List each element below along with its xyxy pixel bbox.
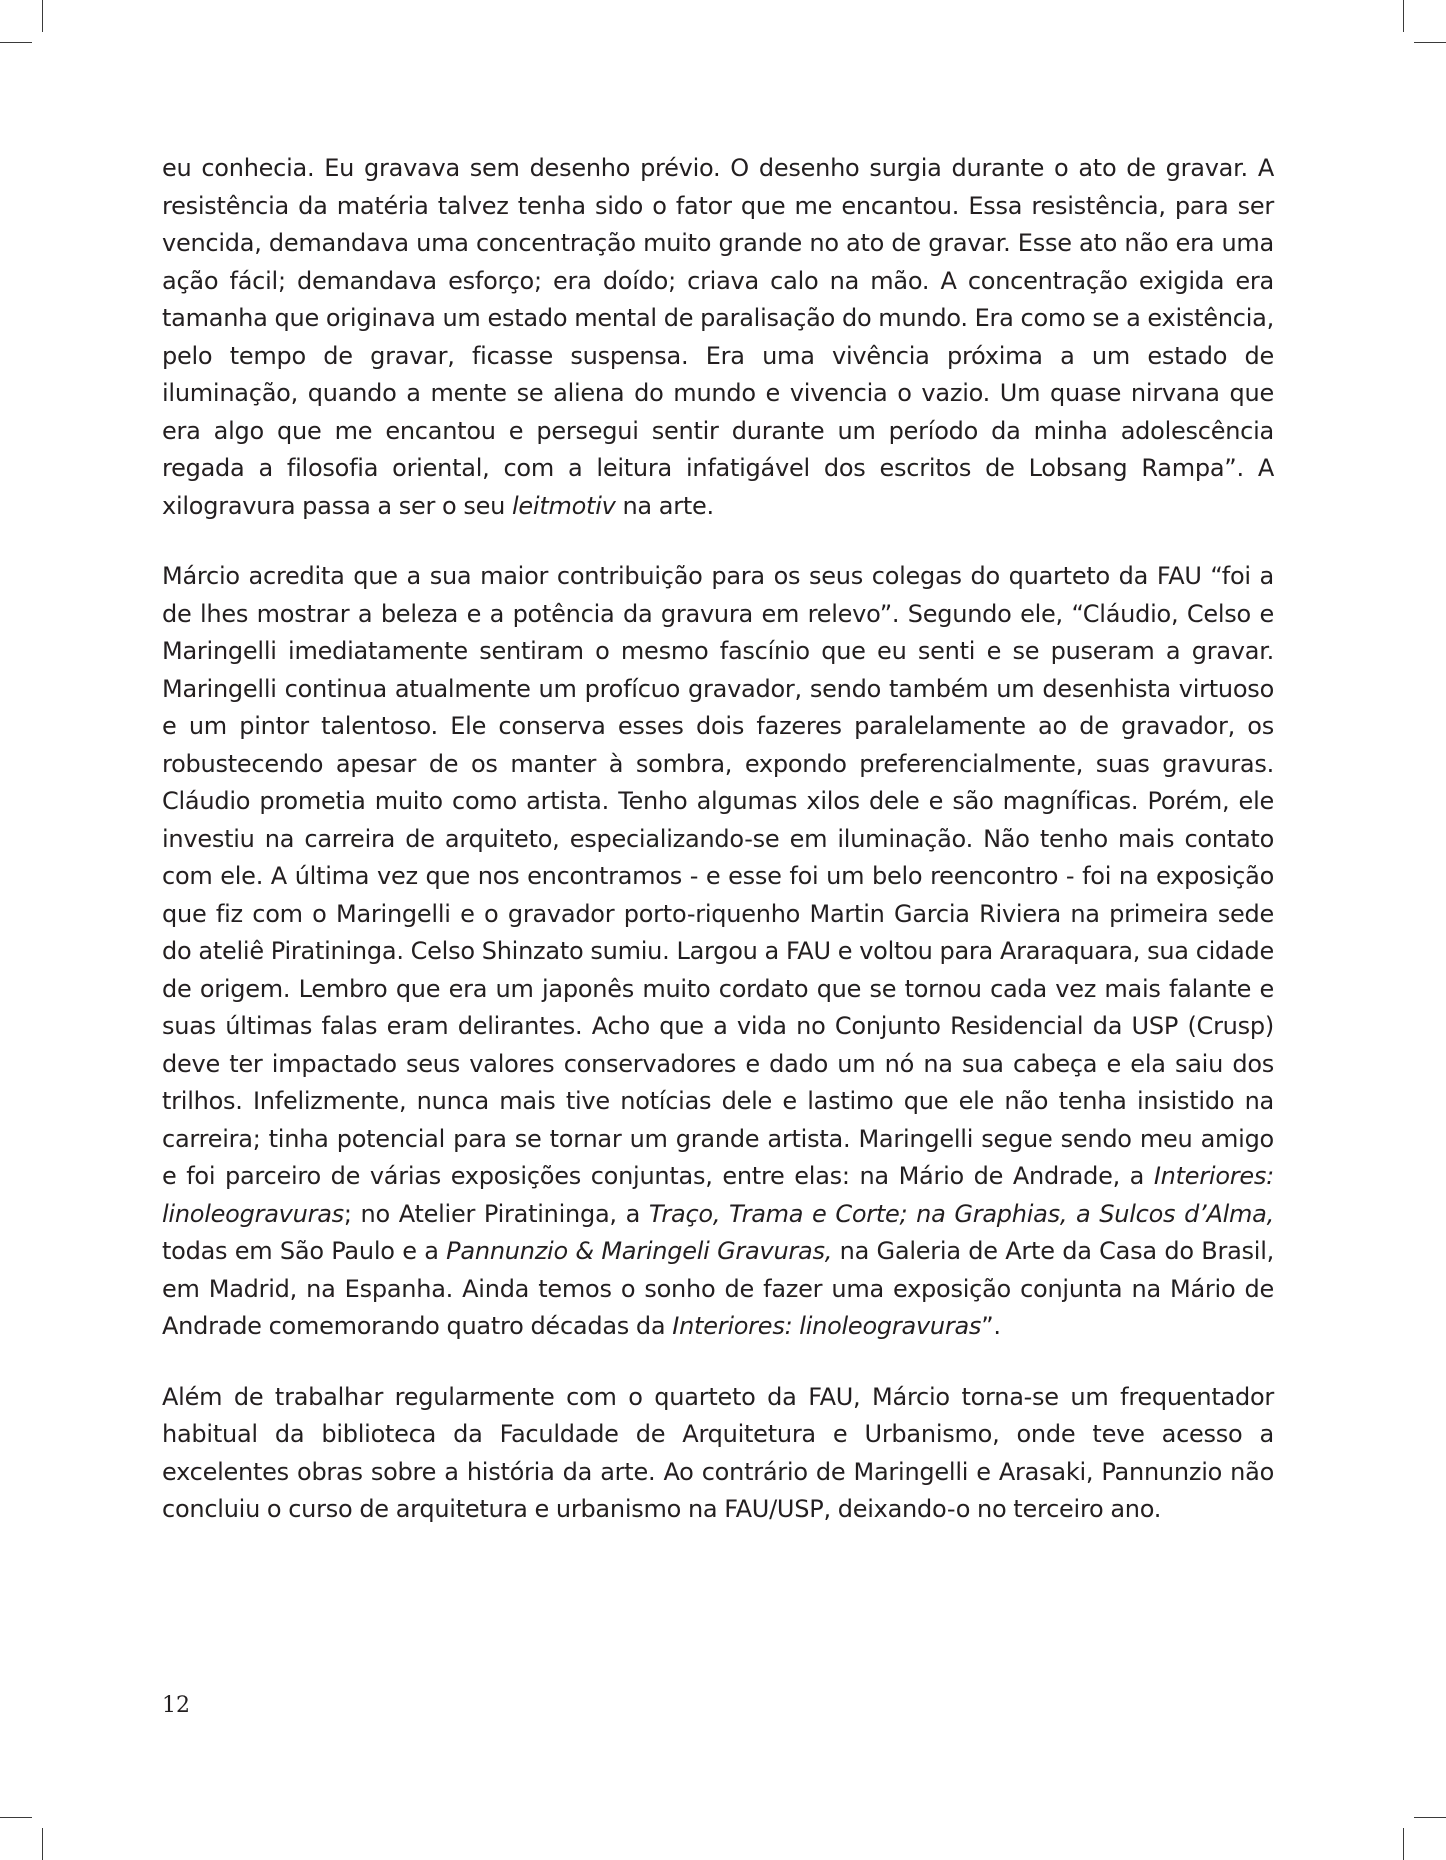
italic-text-segment: leitmotiv xyxy=(511,491,616,520)
text-segment: ; no Atelier Piratininga, a xyxy=(343,1199,649,1228)
crop-mark-bottom-right-horizontal xyxy=(1414,1817,1446,1818)
crop-mark-bottom-left-vertical xyxy=(42,1828,43,1860)
text-segment: todas em São Paulo e a xyxy=(162,1237,447,1265)
crop-mark-top-right-horizontal xyxy=(1414,42,1446,43)
italic-text-segment: Interiores: linoleogravuras xyxy=(162,1162,1274,1228)
text-segment: ”. xyxy=(981,1312,1001,1340)
text-segment: eu conhecia. Eu gravava sem desenho prévio. O desenho surgia durante o ato de gravar. A resistência da matéria talvez tenha sido o fator que me encantou. Essa resistência, para ser vencida, demandava uma concentração muito grande no ato de gravar. Esse ato não era uma ação fácil; demandava esforço; era doído; criava calo na mão. A concentração exigida era tamanha que originava um estado mental de paralisação do mundo. Era como se a existência, pelo tempo de gravar, ficasse suspensa. Era uma vivência próxima a um estado de iluminação, quando a mente se aliena do mundo e vivencia o vazio. Um quase nirvana que era algo que me encantou e persegui sentir durante um período da minha adolescência regada a filosofia oriental, com a leitura infatigável dos escritos de Lobsang Rampa”. A xilogravura passa a ser o seu xyxy=(162,154,1274,520)
italic-text-segment: Interiores: linoleogravuras xyxy=(672,1312,982,1340)
italic-text-segment: Pannunzio & Maringeli Gravuras, xyxy=(446,1237,833,1265)
crop-mark-bottom-left-horizontal xyxy=(0,1817,32,1818)
crop-mark-bottom-right-vertical xyxy=(1403,1828,1404,1860)
text-segment: na arte. xyxy=(615,491,714,520)
text-segment: Márcio acredita que a sua maior contribuição para os seus colegas do quarteto da FAU “foi a de lhes mostrar a beleza e a potência da gravura em relevo”. Segundo ele, “Cláudio, Celso e Maringelli imediatamente sentiram o mesmo fascínio que eu senti e se puseram a gravar. Maringelli continua atualmente um profícuo gravador, sendo também um desenhista virtuoso e um pintor talentoso. Ele conserva esses dois fazeres paralelamente ao de gravador, os robustecendo apesar de os manter à sombra, expondo preferencialmente, suas gravuras. Cláudio prometia muito como artista. Tenho algumas xilos dele e são magníficas. Porém, ele investiu na carreira de arquiteto, especializando-se em iluminação. Não tenho mais contato com ele. A última vez que nos encontramos - e esse foi um belo reencontro - foi na exposição que fiz com o Maringelli e o gravador porto-riquenho Martin Garcia Riviera na primeira sede do ateliê Piratininga. Celso Shinzato sumiu. Largou a FAU e voltou para Araraquara, sua cidade de origem. Lembro que era um japonês muito cordato que se tornou cada vez mais falante e suas últimas falas eram delirantes. Acho que a vida no Conjunto Residencial da USP (Crusp) deve ter impactado seus valores conservadores e dado um nó na sua cabeça e ela saiu dos trilhos. Infelizmente, nunca mais tive notícias dele e lastimo que ele não tenha insistido na carreira; tinha potencial para se tornar um grande artista. Maringelli segue sendo meu amigo e foi parceiro de várias exposições conjuntas, entre elas: na Mário de Andrade, a xyxy=(162,562,1274,1190)
paragraph xyxy=(162,558,1274,1346)
paragraph xyxy=(162,150,1274,525)
body-text xyxy=(162,150,1274,1562)
crop-mark-top-right-vertical xyxy=(1403,0,1404,32)
crop-mark-top-left-vertical xyxy=(42,0,43,32)
text-segment: na Galeria de Arte da Casa do Brasil, em Madrid, na Espanha. Ainda temos o sonho de fazer uma exposição conjunta na Mário de Andrade comemorando quatro décadas da xyxy=(162,1237,1275,1340)
paragraph xyxy=(162,1379,1274,1529)
text-segment: Além de trabalhar regularmente com o quarteto da FAU, Márcio torna-se um frequentador habitual da biblioteca da Faculdade de Arquitetura e Urbanismo, onde teve acesso a excelentes obras sobre a história da arte. Ao contrário de Maringelli e Arasaki, Pannunzio não concluiu o curso de arquitetura e urbanismo na FAU/USP, deixando-o no terceiro ano. xyxy=(162,1382,1274,1523)
italic-text-segment: Traço, Trama e Corte; na Graphias, a Sulcos d’Alma, xyxy=(648,1199,1274,1228)
crop-mark-top-left-horizontal xyxy=(0,42,32,43)
page-number: 12 xyxy=(162,1693,190,1718)
